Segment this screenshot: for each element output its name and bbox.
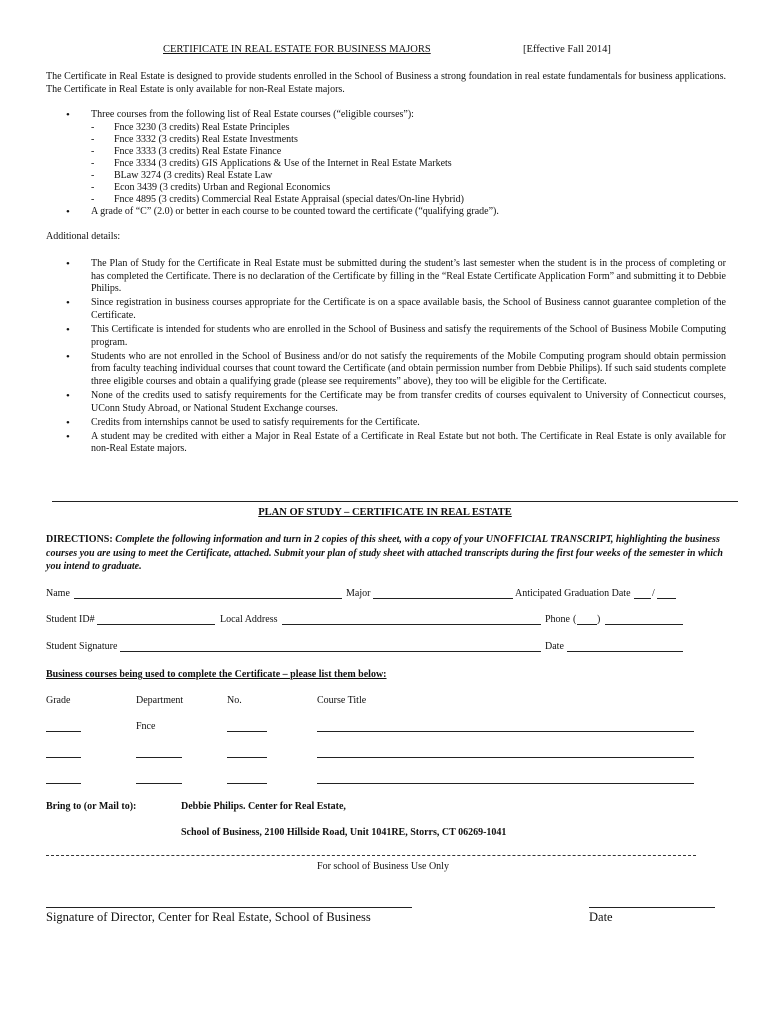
graduation-date-label: Anticipated Graduation Date xyxy=(515,588,631,599)
director-date-field[interactable] xyxy=(589,907,715,908)
course-grade-field[interactable] xyxy=(46,757,81,758)
phone-label: Phone xyxy=(545,614,570,625)
course-department-field[interactable] xyxy=(136,757,182,758)
courses-intro: Three courses from the following list of Real Estate courses (“eligible courses”): xyxy=(91,109,414,120)
course-title-field[interactable] xyxy=(317,783,694,784)
detail-item: • The Plan of Study for the Certificate in Real Estate must be submitted during the student’s last semester when the student is in the process of completing or has completed the Certificate. There is no declaration of the Certificate by filling in the “Real Estate Certificate Application Form” and submitting it to Debbie Philips. xyxy=(0,258,770,296)
detail-item: • Credits from internships cannot be used to satisfy requirements for the Certificate. xyxy=(0,417,770,430)
detail-item: • Since registration in business courses appropriate for the Certificate is on a space available basis, the School of Business cannot guarantee completion of the Certificate. xyxy=(0,297,770,322)
course-title-field[interactable] xyxy=(317,757,694,758)
intro-paragraph: The Certificate in Real Estate is designed to provide students enrolled in the School of Business a strong foundation in real estate fundamentals for business applications. The Certificate in Real Estate is only available for non-Real Estate majors. xyxy=(46,71,726,95)
course-number-field[interactable] xyxy=(227,757,267,758)
graduation-year-field[interactable] xyxy=(657,598,676,599)
local-address-label: Local Address xyxy=(220,614,278,625)
major-field[interactable] xyxy=(373,598,513,599)
course-item: - Fnce 4895 (3 credits) Commercial Real Estate Appraisal (special dates/On-line Hybrid) xyxy=(91,194,726,206)
course-grade-field[interactable] xyxy=(46,783,81,784)
phone-area-open: ( xyxy=(573,614,577,625)
grade-requirement: • A grade of “C” (2.0) or better in each course to be counted toward the certificate (“qualifying grade”). xyxy=(0,206,770,219)
column-header-number: No. xyxy=(227,695,242,706)
student-id-field[interactable] xyxy=(97,624,215,625)
date-label: Date xyxy=(545,641,564,652)
course-number-field[interactable] xyxy=(227,731,267,732)
effective-date: [Effective Fall 2014] xyxy=(523,44,611,55)
detail-item: • A student may be credited with either a Major in Real Estate of a Certificate in Real Estate but not both. The Certificate in Real Estate is only available for non-Real Estate majors. xyxy=(0,431,770,456)
additional-details-label: Additional details: xyxy=(46,231,121,242)
course-department-field[interactable] xyxy=(136,783,182,784)
director-signature-label: Signature of Director, Center for Real Estate, School of Business xyxy=(46,910,371,924)
office-use-divider xyxy=(46,855,696,856)
courses-section-heading: Business courses being used to complete the Certificate – please list them below: xyxy=(46,669,387,680)
mail-address-line-2: School of Business, 2100 Hillside Road, Unit 1041RE, Storrs, CT 06269-1041 xyxy=(181,827,507,838)
course-item: - BLaw 3274 (3 credits) Real Estate Law xyxy=(91,170,726,182)
name-label: Name xyxy=(46,588,70,599)
directions-label: DIRECTIONS: xyxy=(46,534,113,545)
graduation-date-slash: / xyxy=(652,588,655,599)
detail-item: • This Certificate is intended for students who are enrolled in the School of Business and satisfy the requirements of the School of Business Mobile Computing program. xyxy=(0,324,770,349)
name-field[interactable] xyxy=(74,598,342,599)
student-signature-label: Student Signature xyxy=(46,641,118,652)
course-number-field[interactable] xyxy=(227,783,267,784)
directions-text: Complete the following information and turn in 2 copies of this sheet, with a copy of your UNOFFICIAL TRANSCRIPT, highlighting the business courses you are using to meet the Certificate, attached. Submit your plan of study sheet with attached transcripts during the first four weeks of the semester in which you intend to graduate. xyxy=(46,534,723,572)
directions-paragraph xyxy=(46,533,726,574)
mail-address-line-1: Debbie Philips. Center for Real Estate, xyxy=(181,801,346,812)
date-field[interactable] xyxy=(567,651,683,652)
course-department-fnce: Fnce xyxy=(136,721,156,732)
phone-number-field[interactable] xyxy=(605,624,683,625)
course-item: - Econ 3439 (3 credits) Urban and Regional Economics xyxy=(91,182,726,194)
course-item: - Fnce 3333 (3 credits) Real Estate Finance xyxy=(91,146,726,158)
course-item: - Fnce 3230 (3 credits) Real Estate Principles xyxy=(91,122,726,134)
student-signature-field[interactable] xyxy=(120,651,541,652)
additional-details-list xyxy=(0,258,770,457)
graduation-month-field[interactable] xyxy=(634,598,651,599)
column-header-course-title: Course Title xyxy=(317,695,367,706)
major-label: Major xyxy=(346,588,371,599)
column-header-department: Department xyxy=(136,695,184,706)
column-header-grade: Grade xyxy=(46,695,71,706)
requirements-list xyxy=(0,109,770,218)
course-title-field[interactable] xyxy=(317,731,694,732)
office-use-text: For school of Business Use Only xyxy=(317,861,449,872)
phone-area-code-field[interactable] xyxy=(577,624,597,625)
course-grade-field[interactable] xyxy=(46,731,81,732)
plan-of-study-title-text: PLAN OF STUDY – CERTIFICATE IN REAL ESTATE xyxy=(258,507,512,518)
plan-of-study-title xyxy=(0,507,770,518)
director-signature-field[interactable] xyxy=(46,907,412,908)
eligible-courses-list xyxy=(91,122,726,206)
course-item: - Fnce 3334 (3 credits) GIS Applications & Use of the Internet in Real Estate Markets xyxy=(91,158,726,170)
student-id-label: Student ID# xyxy=(46,614,95,625)
section-divider xyxy=(52,501,738,502)
document-title: CERTIFICATE IN REAL ESTATE FOR BUSINESS MAJORS xyxy=(163,44,431,55)
mail-to-label: Bring to (or Mail to): xyxy=(46,801,137,812)
office-use-label xyxy=(0,861,770,872)
detail-item: • None of the credits used to satisfy requirements for the Certificate may be from transfer credits of courses equivalent to University of Connecticut courses, UConn Study Abroad, or National Student Exchange courses. xyxy=(0,390,770,415)
phone-area-close: ) xyxy=(597,614,601,625)
detail-item: • Students who are not enrolled in the School of Business and/or do not satisfy the requirements of the Mobile Computing program should obtain permission from faculty teaching individual courses that count toward the Certificate (and obtain permission number from Debbie Philips). If such said students complete three eligible courses and obtain a qualifying grade (please see requirements” above), they too will be eligible for the Certificate. xyxy=(0,351,770,389)
director-date-label: Date xyxy=(589,910,613,924)
requirements-courses-item xyxy=(0,109,770,206)
course-item: - Fnce 3332 (3 credits) Real Estate Investments xyxy=(91,134,726,146)
local-address-field[interactable] xyxy=(282,624,541,625)
